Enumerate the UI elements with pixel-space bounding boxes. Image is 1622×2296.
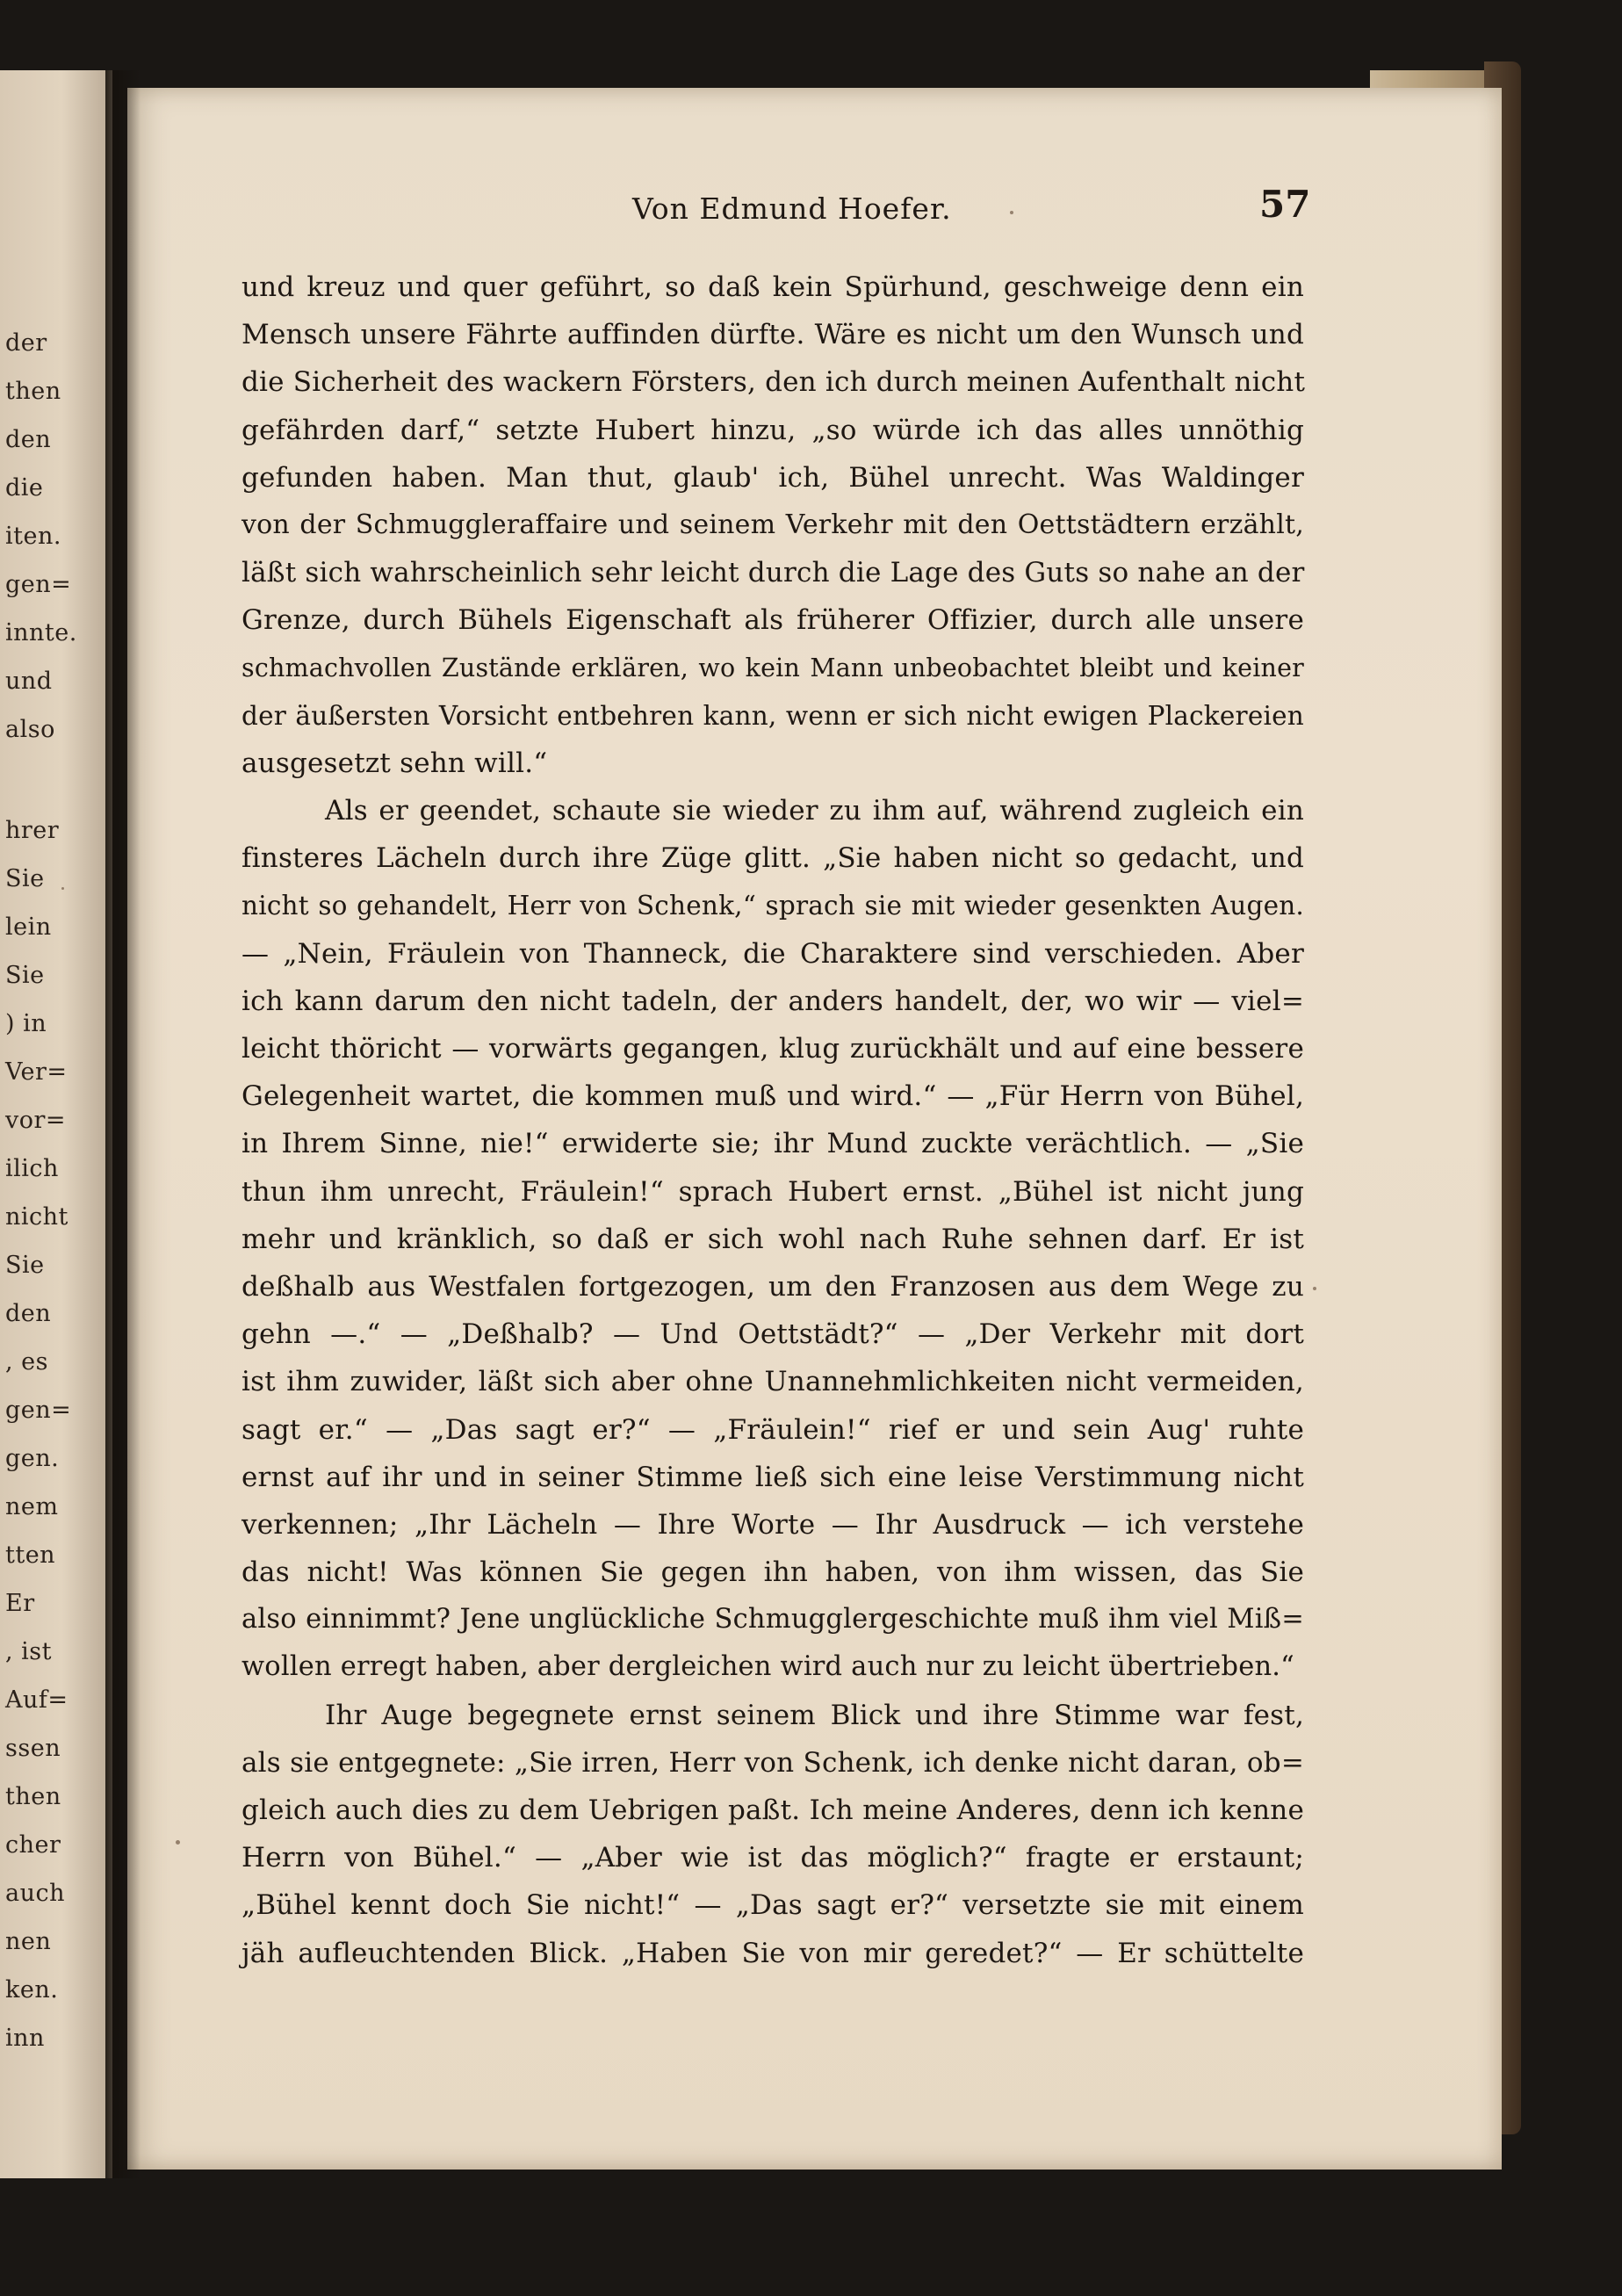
left-page-fragment: gen= xyxy=(5,571,72,598)
paper-speck xyxy=(1313,1287,1316,1290)
left-page-fragment: den xyxy=(5,426,52,453)
left-page-fragment: ssen xyxy=(5,1735,61,1762)
text-line: schmachvollen Zustände erklären, wo kein Mann unbeobachtet bleibt und keiner xyxy=(241,653,1304,682)
left-page-fragment: hrer xyxy=(5,817,60,844)
left-page-fragment: vor= xyxy=(5,1107,67,1134)
text-line: finsteres Lächeln durch ihre Züge glitt. „Sie haben nicht so gedacht, und xyxy=(241,842,1304,875)
text-line: Herrn von Bühel.“ — „Aber wie ist das möglich?“ fragte er erstaunt; xyxy=(241,1842,1304,1874)
running-head: Von Edmund Hoefer. xyxy=(632,191,952,226)
left-page-fragment: lein xyxy=(5,913,52,941)
text-line: der äußersten Vorsicht entbehren kann, wenn er sich nicht ewigen Plackereien xyxy=(241,700,1304,731)
left-page-fragment: Ver= xyxy=(5,1058,68,1086)
left-page-fragment: then xyxy=(5,1783,61,1810)
left-page-fragment: und xyxy=(5,668,53,695)
text-line: von der Schmuggleraffaire und seinem Verkehr mit den Oettstädtern erzählt, xyxy=(241,509,1304,540)
left-page-fragment: der xyxy=(5,329,47,357)
left-page-fragment: die xyxy=(5,474,44,502)
text-line: Als er geendet, schaute sie wieder zu ihm auf, während zugleich ein xyxy=(325,795,1304,827)
text-line: ich kann darum den nicht tadeln, der anders handelt, der, wo wir — viel= xyxy=(241,985,1304,1017)
text-line: ist ihm zuwider, läßt sich aber ohne Unannehmlichkeiten nicht vermeiden, xyxy=(241,1366,1304,1398)
text-line: sagt er.“ — „Das sagt er?“ — „Fräulein!“ rief er und sein Aug' ruhte xyxy=(241,1413,1304,1446)
text-line: wollen erregt haben, aber dergleichen wird auch nur zu leicht übertrieben.“ xyxy=(241,1651,1294,1683)
left-page-fragment: nen xyxy=(5,1928,52,1955)
left-page-fragment: auch xyxy=(5,1880,65,1907)
text-line: Ihr Auge begegnete ernst seinem Blick und ihre Stimme war fest, xyxy=(325,1699,1304,1731)
text-line: die Sicherheit des wackern Försters, den ich durch meinen Aufenthalt nicht xyxy=(241,366,1306,399)
left-page-fragment: nicht xyxy=(5,1203,68,1231)
paper-speck xyxy=(1010,211,1013,214)
text-line: nicht so gehandelt, Herr von Schenk,“ sprach sie mit wieder gesenkten Augen. xyxy=(241,891,1304,921)
left-page-fragment: Sie xyxy=(5,1252,45,1279)
left-page-fragment: iten. xyxy=(5,523,61,550)
text-line: in Ihrem Sinne, nie!“ erwiderte sie; ihr Mund zuckte verächtlich. — „Sie xyxy=(241,1128,1304,1160)
text-line: Gelegenheit wartet, die kommen muß und wird.“ — „Für Herrn von Bühel, xyxy=(241,1080,1304,1113)
text-line: also einnimmt? Jene unglückliche Schmugglergeschichte muß ihm viel Miß= xyxy=(241,1604,1304,1635)
gutter-shadow xyxy=(105,70,141,2178)
left-page-fragment: nem xyxy=(5,1493,59,1520)
text-line: gefunden haben. Man thut, glaub' ich, Bühel unrecht. Was Waldinger xyxy=(241,461,1304,494)
left-page-fragment: Auf= xyxy=(5,1686,68,1714)
left-page-fragment: innte. xyxy=(5,619,77,646)
text-line: gefährden darf,“ setzte Hubert hinzu, „so würde ich das alles unnöthig xyxy=(241,414,1304,446)
left-page-fragment: den xyxy=(5,1300,52,1327)
left-page-fragment: Er xyxy=(5,1590,35,1617)
left-page-fragment: also xyxy=(5,716,55,743)
text-line: ernst auf ihr und in seiner Stimme ließ sich eine leise Verstimmung nicht xyxy=(241,1461,1304,1493)
page-number: 57 xyxy=(1259,183,1311,226)
text-line: als sie entgegnete: „Sie irren, Herr von Schenk, ich denke nicht daran, ob= xyxy=(241,1746,1304,1779)
left-page-fragment: then xyxy=(5,378,61,405)
left-page-fragment: tten xyxy=(5,1541,56,1569)
text-line: ausgesetzt sehn will.“ xyxy=(241,747,548,779)
body-text xyxy=(241,264,1304,1977)
left-page-fragment: ilich xyxy=(5,1155,59,1182)
text-line: gehn —.“ — „Deßhalb? — Und Oettstädt?“ — „Der Verkehr mit dort xyxy=(241,1318,1304,1351)
text-line: läßt sich wahrscheinlich sehr leicht durch die Lage des Guts so nahe an der xyxy=(241,557,1305,589)
left-page-fragment: gen= xyxy=(5,1397,72,1424)
left-page-fragment: , es xyxy=(5,1348,48,1375)
text-line: mehr und kränklich, so daß er sich wohl nach Ruhe sehnen darf. Er ist xyxy=(241,1223,1304,1255)
text-line: verkennen; „Ihr Lächeln — Ihre Worte — Ihr Ausdruck — ich verstehe xyxy=(241,1508,1304,1541)
left-page-fragment: cher xyxy=(5,1831,61,1859)
left-page-fragment: Sie xyxy=(5,962,45,989)
text-line: Mensch unsere Fährte auffinden dürfte. Wäre es nicht um den Wunsch und xyxy=(241,319,1304,351)
left-page-fragment: ) in xyxy=(5,1010,47,1037)
text-line: Grenze, durch Bühels Eigenschaft als früherer Offizier, durch alle unsere xyxy=(241,604,1304,637)
left-page-fragment: gen. xyxy=(5,1445,60,1472)
text-line: deßhalb aus Westfalen fortgezogen, um den Franzosen aus dem Wege zu xyxy=(241,1270,1304,1303)
text-line: das nicht! Was können Sie gegen ihn haben, von ihm wissen, das Sie xyxy=(241,1556,1304,1589)
paper-speck xyxy=(61,887,64,890)
text-line: „Bühel kennt doch Sie nicht!“ — „Das sagt er?“ versetzte sie mit einem xyxy=(241,1889,1304,1922)
left-page-fragment: Sie xyxy=(5,865,45,892)
left-facing-page xyxy=(0,70,112,2178)
text-line: jäh aufleuchtenden Blick. „Haben Sie von mir geredet?“ — Er schüttelte xyxy=(241,1937,1304,1969)
left-page-fragment: ken. xyxy=(5,1976,59,2004)
left-page-fragment: , ist xyxy=(5,1638,53,1665)
text-line: leicht thöricht — vorwärts gegangen, klug zurückhält und auf eine bessere xyxy=(241,1033,1304,1065)
text-line: thun ihm unrecht, Fräulein!“ sprach Hubert ernst. „Bühel ist nicht jung xyxy=(241,1175,1304,1208)
text-line: gleich auch dies zu dem Uebrigen paßt. Ich meine Anderes, denn ich kenne xyxy=(241,1794,1304,1826)
text-line: und kreuz und quer geführt, so daß kein Spürhund, geschweige denn ein xyxy=(241,271,1304,303)
left-page-fragment: inn xyxy=(5,2025,45,2052)
paper-speck xyxy=(176,1840,180,1845)
text-line: — „Nein, Fräulein von Thanneck, die Charaktere sind verschieden. Aber xyxy=(241,937,1304,970)
